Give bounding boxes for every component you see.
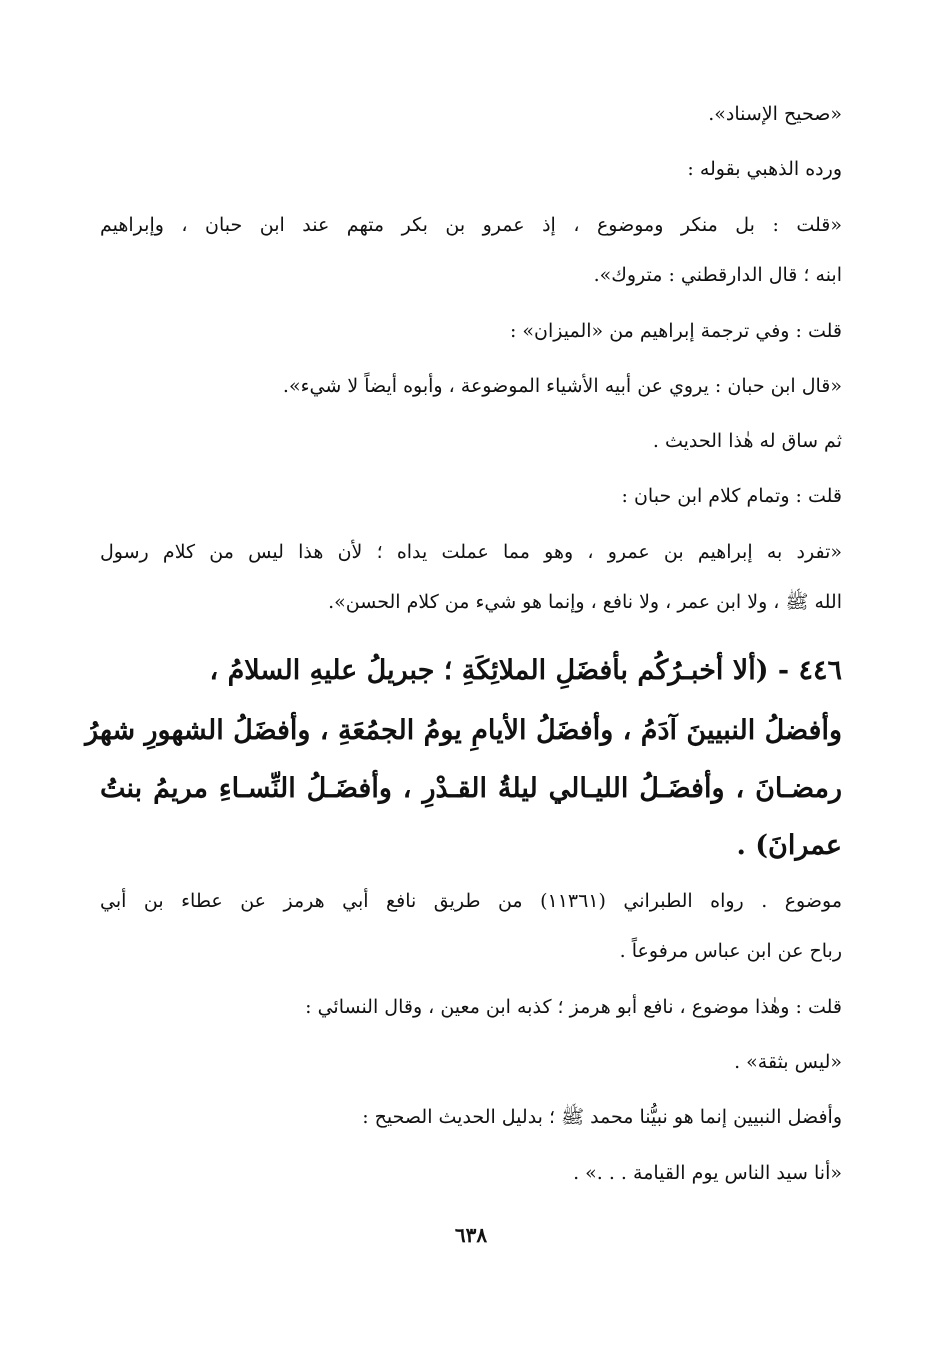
ruling-line-1: موضوع . رواه الطبراني (١١٣٦١) من طريق نافع أبي هرمز عن عطاء بن أبي bbox=[100, 890, 842, 912]
best-prophet-comment: وأفضل النبيين إنما هو نبيُّنا محمد ﷺ ؛ بدليل الحديث الصحيح : bbox=[362, 1106, 842, 1128]
dhahabi-intro: ورده الذهبي بقوله : bbox=[687, 158, 842, 180]
ibn-hibban-intro: قلت : وتمام كلام ابن حبان : bbox=[621, 485, 842, 507]
ibn-hibban-full-line-2: الله ﷺ ، ولا ابن عمر ، ولا نافع ، وإنما هو شيء من كلام الحسن». bbox=[328, 591, 842, 613]
hadith-446-line-2: وأفضلُ النبيينَ آدَمُ ، وأفضَلُ الأيامِ يومُ الجمُعَةِ ، وأفضَلُ الشهورِ شهرُ bbox=[85, 715, 842, 746]
nasai-quote: «ليس بثقة» . bbox=[734, 1051, 842, 1073]
hadith-mention: ثم ساق له هٰذا الحديث . bbox=[652, 430, 842, 452]
quote-sahih-isnad: «صحيح الإسناد». bbox=[708, 103, 842, 125]
ibn-hibban-quote: «قال ابن حبان : يروي عن أبيه الأشياء الموضوعة ، وأبوه أيضاً لا شيء». bbox=[282, 375, 842, 397]
dhahabi-quote-line-2: ابنه ؛ قال الدارقطني : متروك». bbox=[593, 264, 842, 286]
hadith-446-line-3: رمضـانَ ، وأفضَـلُ الليـالي ليلةُ القـدْرِ ، وأفضَـلُ النِّسـاءِ مريمُ بنتُ bbox=[100, 773, 842, 804]
mizan-intro: قلت : وفي ترجمة إبراهيم من «الميزان» : bbox=[509, 320, 842, 342]
hadith-446-line-1: ٤٤٦ - (ألا أخبـرُكُم بأفضَلِ الملائِكَةِ ؛ جبريلُ عليهِ السلامُ ، bbox=[209, 655, 842, 686]
ruling-line-2: رباح عن ابن عباس مرفوعاً . bbox=[619, 940, 842, 962]
sayyid-hadith-quote: «أنا سيد الناس يوم القيامة . . .» . bbox=[573, 1162, 842, 1184]
dhahabi-quote-line-1: «قلت : بل منكر وموضوع ، إذ عمرو بن بكر متهم عند ابن حبان ، وإبراهيم bbox=[100, 214, 842, 236]
nafi-comment: قلت : وهٰذا موضوع ، نافع أبو هرمز ؛ كذبه ابن معين ، وقال النسائي : bbox=[305, 996, 842, 1018]
page-number: ٦٣٨ bbox=[454, 1223, 488, 1247]
hadith-446-line-4: عمرانَ) . bbox=[736, 830, 842, 861]
ibn-hibban-full-line-1: «تفرد به إبراهيم بن عمرو ، وهو مما عملت يداه ؛ لأن هذا ليس من كلام رسول bbox=[100, 541, 842, 563]
